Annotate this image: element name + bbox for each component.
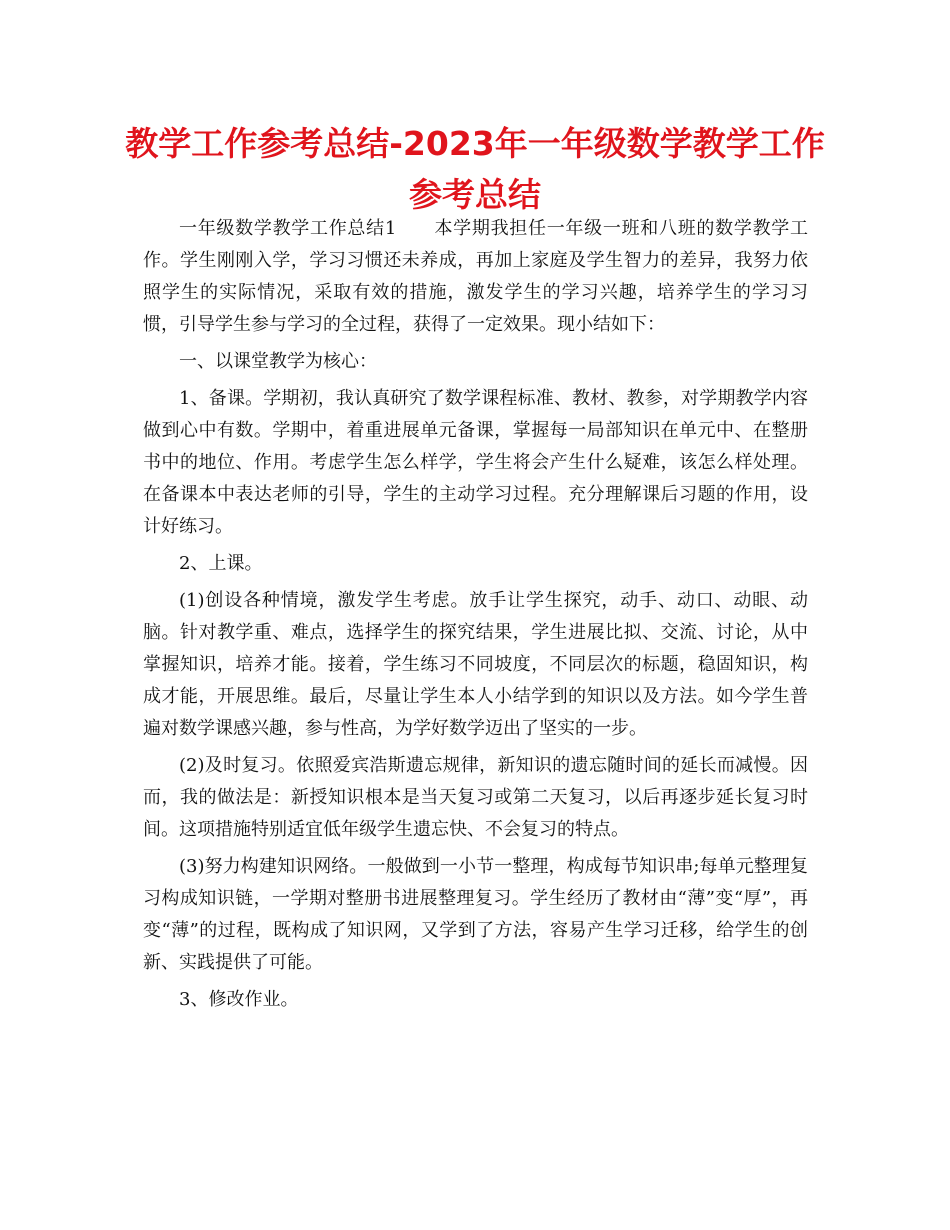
section-heading-1: 一、以课堂教学为核心： [179,351,377,372]
paragraph-homework-heading: 3、修改作业。 [179,989,299,1010]
paragraph-item-3: (3)努力构建知识网络。一般做到一小节一整理，构成每节知识串;每单元整理复习构成知识链，一学期对整册书进展整理复习。学生经历了教材由“薄”变“厚”，再变“薄”的过程，既构成了知识网，又学到了方法，容易产生学习迁移，给学生的创新、实践提供了可能。 [143,856,808,973]
paragraph-item-2: (2)及时复习。依照爱宾浩斯遗忘规律，新知识的遗忘随时间的延长而减慢。因而，我的做法是：新授知识根本是当天复习或第二天复习，以后再逐步延长复习时间。这项措施特别适宜低年级学生遗忘快、不会复习的特点。 [143,755,808,840]
document-title: 教学工作参考总结-2023年一年级数学教学工作参考总结 [125,124,825,214]
document-body [143,213,808,1021]
paragraph-item-1: (1)创设各种情境，激发学生考虑。放手让学生探究，动手、动口、动眼、动脑。针对教学重、难点，选择学生的探究结果，学生进展比拟、交流、讨论，从中掌握知识，培养才能。接着，学生练习不同坡度，不同层次的标题，稳固知识，构成才能，开展思维。最后，尽量让学生本人小结学到的知识以及方法。如今学生普遍对数学课感兴趣，参与性高，为学好数学迈出了坚实的一步。 [143,590,808,739]
paragraph-lesson-prep: 1、备课。学期初，我认真研究了数学课程标准、教材、教参，对学期教学内容做到心中有数。学期中，着重进展单元备课，掌握每一局部知识在单元中、在整册书中的地位、作用。考虑学生怎么样学，学生将会产生什么疑难，该怎么样处理。在备课本中表达老师的引导，学生的主动学习过程。充分理解课后习题的作用，设计好练习。 [143,388,808,537]
paragraph-class-heading: 2、上课。 [179,553,263,574]
paragraph-intro: 一年级数学教学工作总结1 本学期我担任一年级一班和八班的数学教学工作。学生刚刚入学，学习习惯还未养成，再加上家庭及学生智力的差异，我努力依照学生的实际情况，采取有效的措施，激发学生的学习兴趣，培养学生的学习习惯，引导学生参与学习的全过程，获得了一定效果。现小结如下： [143,218,808,335]
